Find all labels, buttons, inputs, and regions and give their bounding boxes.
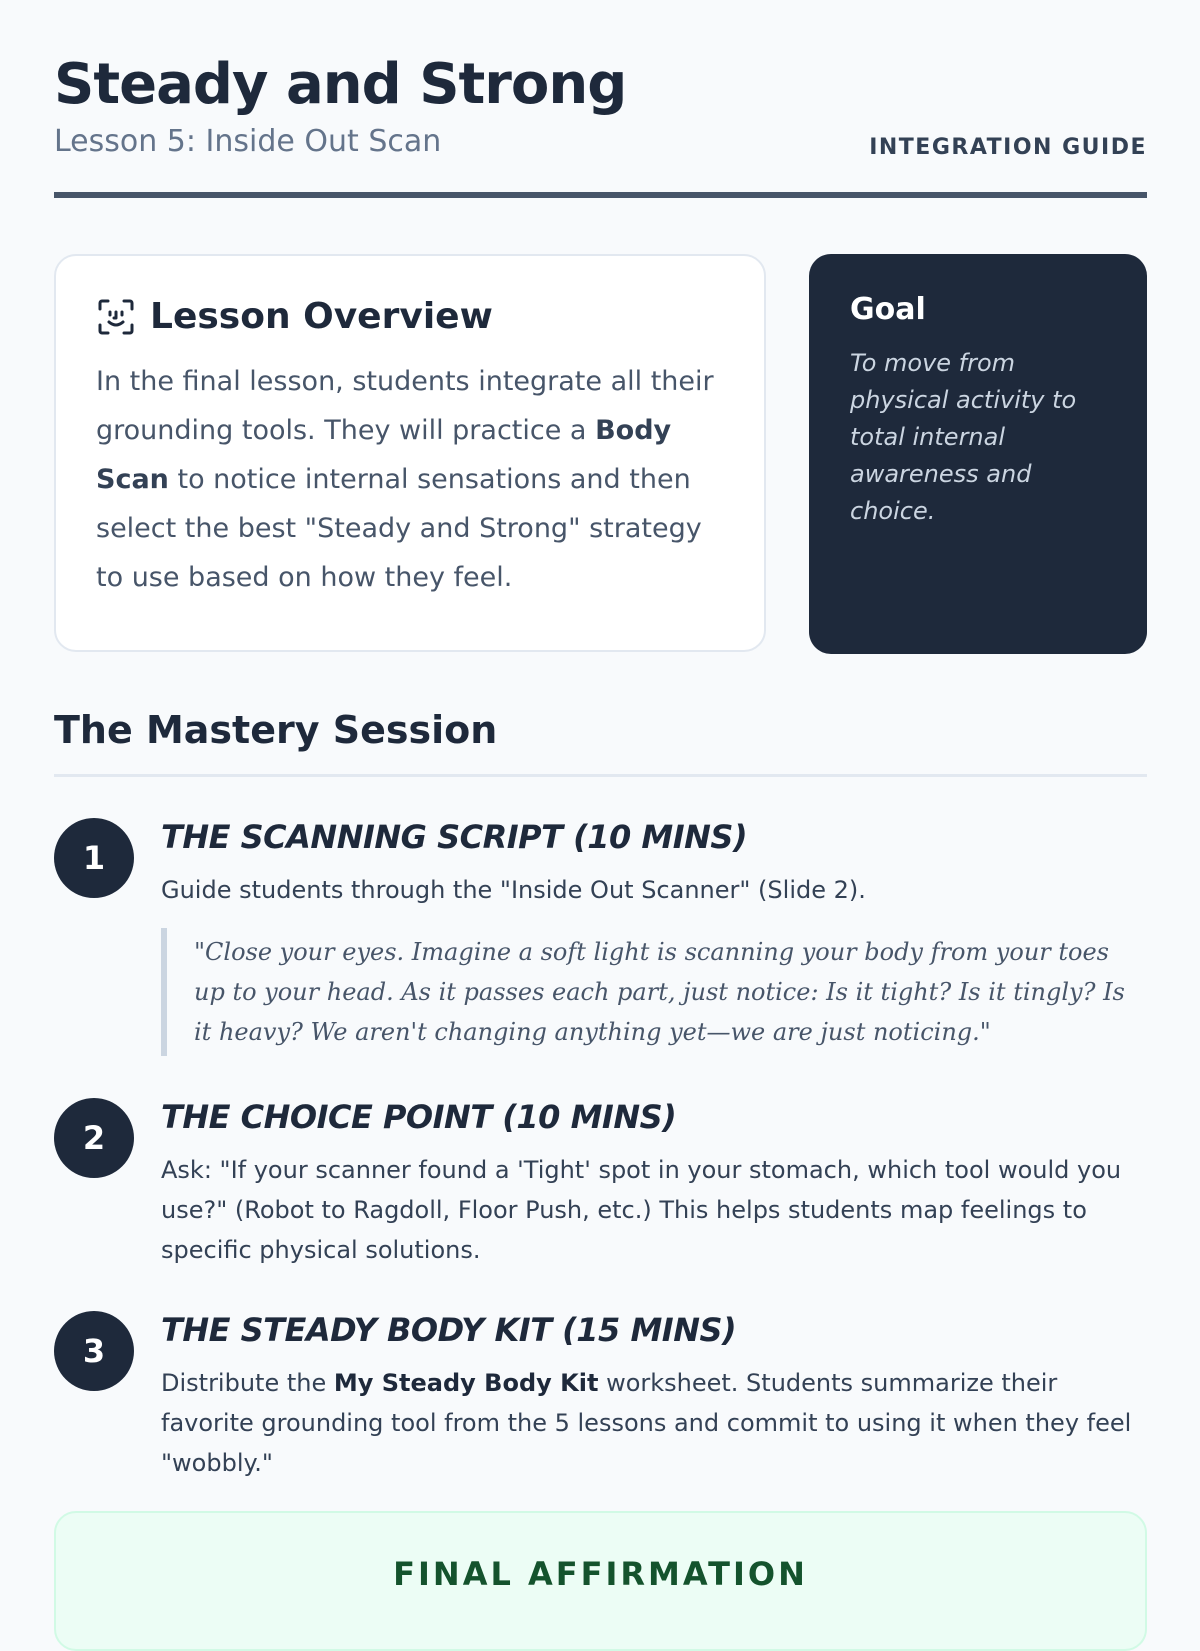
step-number-badge: 2 (54, 1098, 134, 1178)
step-title: THE STEADY BODY KIT (15 MINS) (161, 1311, 737, 1349)
overview-heading-text: Lesson Overview (150, 296, 493, 337)
step-text: Ask: "If your scanner found a 'Tight' spot in your stomach, which tool would you use?" (Robot to Ragdoll, Floor Push, etc.) This helps students map feelings to specific physical solutions. (161, 1156, 1122, 1264)
step-text-highlight: My Steady Body Kit (333, 1369, 599, 1397)
step-text-start: Distribute the (161, 1369, 334, 1397)
goal-title: Goal (850, 292, 926, 327)
lesson-overview-card (54, 254, 766, 652)
step-content (161, 1098, 1147, 1270)
lesson-subtitle: Lesson 5: Inside Out Scan (54, 124, 442, 159)
final-affirmation-card (54, 1511, 1147, 1651)
page-header (54, 52, 1147, 200)
step-content (161, 818, 1147, 1056)
step-title: THE SCANNING SCRIPT (10 MINS) (161, 818, 748, 856)
header-divider (54, 192, 1147, 198)
overview-text-end: to notice internal sensations and then select the best "Steady and Strong" strategy to use based on how they feel. (96, 464, 702, 593)
overview-text-highlight: Body Scan (96, 415, 672, 495)
step-number-badge: 3 (54, 1311, 134, 1391)
step-text (161, 1363, 1147, 1483)
affirmation-title: FINAL AFFIRMATION (393, 1555, 808, 1593)
section-divider (54, 774, 1147, 777)
goal-text: To move from physical activity to total internal awareness and choice. (850, 349, 1077, 525)
face-scan-icon (96, 297, 136, 337)
step-text: Guide students through the "Inside Out Scanner" (Slide 2). (161, 876, 866, 904)
guide-label: INTEGRATION GUIDE (869, 135, 1147, 160)
overview-text (96, 357, 726, 602)
page-title: Steady and Strong (54, 52, 627, 117)
step-content (161, 1311, 1147, 1483)
overview-text-start: In the final lesson, students integrate all their grounding tools. They will practice a (96, 366, 714, 446)
step-text-end: worksheet. Students summarize their favorite grounding tool from the 5 lessons and commit to using it when they feel "wobbly." (161, 1369, 1132, 1477)
goal-card (809, 254, 1147, 654)
step-title: THE CHOICE POINT (10 MINS) (161, 1098, 677, 1136)
section-title: The Mastery Session (54, 708, 498, 752)
overview-heading (96, 296, 726, 337)
step-number-badge: 1 (54, 818, 134, 898)
script-quote: "Close your eyes. Imagine a soft light is scanning your body from your toes up to your head. As it passes each part, just notice: Is it tight? Is it tingly? Is it heavy? We aren't changing anything yet—we are just noticing." (161, 928, 1147, 1056)
